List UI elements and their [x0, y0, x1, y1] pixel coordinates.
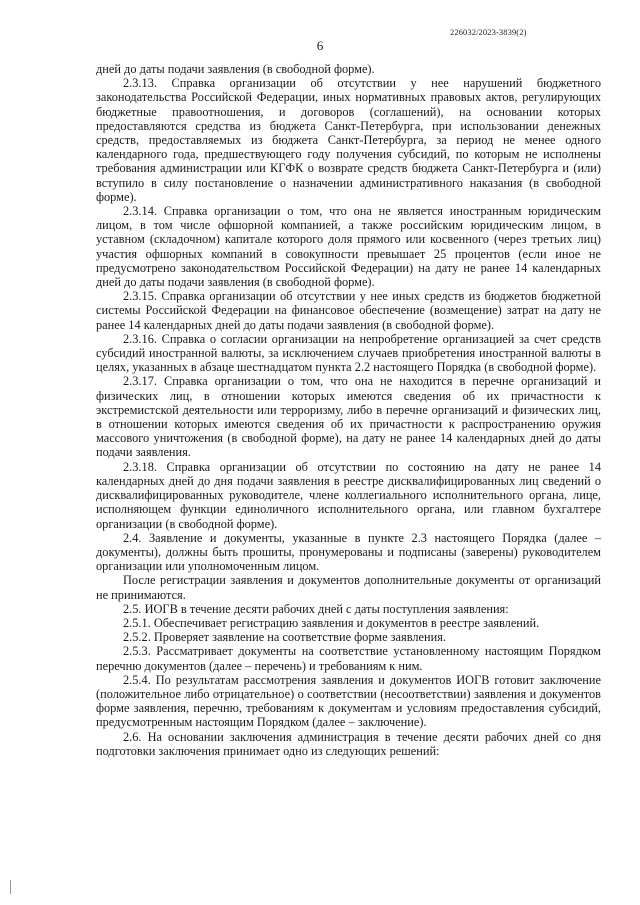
paragraph-2-3-18: 2.3.18. Справка организации об отсутствии по состоянию на дату не ранее 14 календарных дней до дня подачи заявления в реестре дисквалифицированных лиц сведений о дисквалифицированных руководителе, члене коллегиального исполнительного органа, лице, исполняющем функции единоличного исполнительного органа, или главном бухгалтере организации (в свободной форме). [96, 459, 601, 531]
paragraph-2-5-1: 2.5.1. Обеспечивает регистрацию заявления и документов в реестре заявлений. [123, 615, 540, 630]
page-number: 6 [316, 38, 324, 53]
paragraph-2-3-16: 2.3.16. Справка о согласии организации на непробретение организацией за счет средств субсидий иностранной валюты, за исключением случаев приобретения иностранной валюты в целях, указанных в абзаце шестнадцатом пункта 2.2 настоящего Порядка (в свободной форме). [96, 331, 601, 375]
paragraph-2-5: 2.5. ИОГВ в течение десяти рабочих дней с даты поступления заявления: [123, 601, 509, 616]
paragraph-2-3-15: 2.3.15. Справка организации об отсутствии у нее иных средств из бюджетов бюджетной системы Российской Федерации на финансовое обеспечение (возмещение) затрат на дату не ранее 14 календарных дней до даты подачи заявления (в свободной форме). [96, 289, 601, 332]
scan-edge-mark [10, 880, 11, 894]
paragraph-2-5-4: 2.5.4. По результатам рассмотрения заявления и документов ИОГВ готовит заключение (положительное либо отрицательное) о соответствии (несоответствии) заявления и документов форме заявления, перечню, требованиям к документам и условиям предоставления субсидий, предусмотренным настоящим Порядком (далее – заключение). [96, 672, 601, 730]
paragraph-2-3-17: 2.3.17. Справка организации о том, что она не находится в перечне организаций и физических лиц, в отношении которых имеются сведения об их причастности к экстремистской деятельности или терроризму, либо в перечне организаций и физических лиц, в отношении которых имеются сведения об их причастности к распространению оружия массового уничтожения (в свободной форме), на дату не ранее 14 календарных дней до даты подачи заявления. [96, 374, 601, 460]
document-body [96, 62, 601, 758]
paragraph-2-6: 2.6. На основании заключения администрация в течение десяти рабочих дней со дня подготовки заключения принимает одно из следующих решений: [96, 729, 601, 758]
document-id: 226032/2023-3839(2) [450, 27, 527, 37]
paragraph-2-4-note: После регистрации заявления и документов дополнительные документы от организаций не принимаются. [96, 573, 601, 602]
paragraph-2-3-13: 2.3.13. Справка организации об отсутствии у нее нарушений бюджетного законодательства Российской Федерации, иных нормативных правовых актов, регулирующих бюджетные правоотношения, и договоров (соглашений), на основании которых предоставляются средства из бюджета Санкт-Петербурга, при использовании денежных средств, предоставляемых из бюджета Санкт-Петербурга, за период не менее одного календарного года, предшествующего году получения субсидий, по которым не исполнены требования администрации или КГФК о возврате средств бюджета Санкт-Петербурга и (или) вступило в силу постановление о назначении административного наказания (в свободной форме). [96, 76, 601, 204]
paragraph-2-5-3: 2.5.3. Рассматривает документы на соответствие установленному настоящим Порядком перечню документов (далее – перечень) и требованиям к ним. [96, 644, 601, 673]
paragraph-2-5-2: 2.5.2. Проверяет заявление на соответствие форме заявления. [123, 630, 446, 645]
paragraph-2-4: 2.4. Заявление и документы, указанные в пункте 2.3 настоящего Порядка (далее – документы), должны быть прошиты, пронумерованы и подписаны (заверены) руководителем организации или уполномоченным лицом. [96, 530, 601, 574]
paragraph-continuation: дней до даты подачи заявления (в свободной форме). [96, 62, 375, 76]
paragraph-2-3-14: 2.3.14. Справка организации о том, что она не является иностранным юридическим лицом, в том числе офшорной компанией, а также российским юридическим лицом, в уставном (складочном) капитале которого доля прямого или косвенного (через третьих лиц) участия офшорных компаний в совокупности превышает 25 процентов (если иное не предусмотрено законодательством Российской Федерации) на дату не ранее 14 календарных дней до даты подачи заявления (в свободной форме). [96, 204, 601, 290]
